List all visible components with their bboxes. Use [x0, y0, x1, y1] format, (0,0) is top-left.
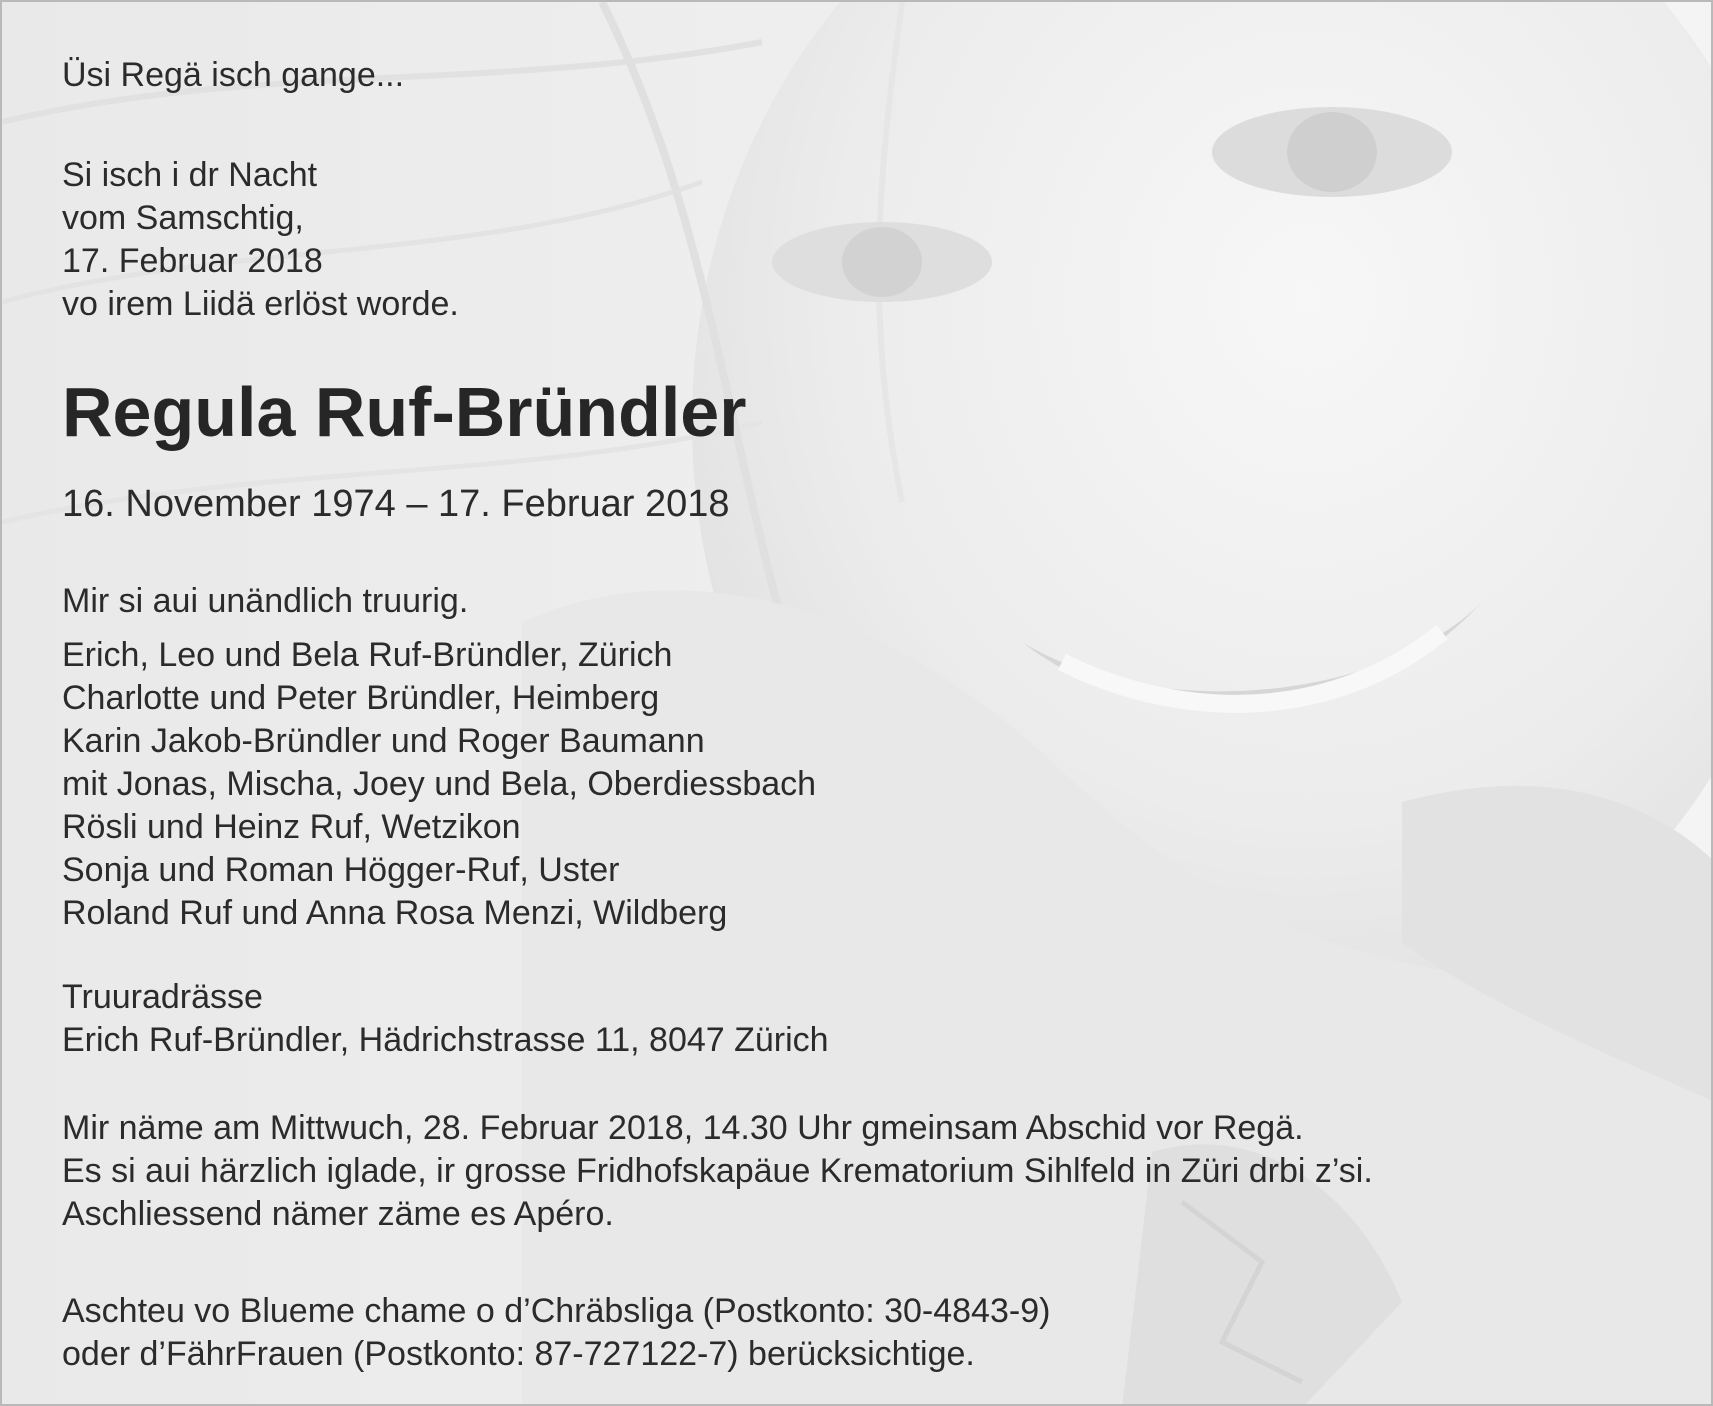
- death-line: vo irem Liidä erlöst worde.: [62, 285, 459, 323]
- mourning-address: [62, 976, 829, 1062]
- family-member: Charlotte und Peter Bründler, Heimberg: [62, 679, 660, 717]
- donation-info: [62, 1290, 1050, 1376]
- donation-line: Aschteu vo Blueme chame o d’Chräbsliga (Postkonto: 30-4843-9): [62, 1292, 1051, 1330]
- life-dates: 16. November 1974 – 17. Februar 2018: [62, 483, 730, 525]
- family-member: Rösli und Heinz Ruf, Wetzikon: [62, 808, 521, 846]
- family-member: Roland Ruf und Anna Rosa Menzi, Wildberg: [62, 894, 728, 932]
- family-member: Erich, Leo und Bela Ruf-Bründler, Zürich: [62, 636, 673, 674]
- sorrow-line: Mir si aui unändlich truurig.: [62, 582, 469, 620]
- family-list: [62, 634, 816, 935]
- donation-line: oder d’FährFrauen (Postkonto: 87-727122-7) berücksichtige.: [62, 1335, 975, 1373]
- address-label: Truuradrässe: [62, 978, 263, 1016]
- death-line: 17. Februar 2018: [62, 242, 323, 280]
- ceremony-line: Mir näme am Mittwuch, 28. Februar 2018, 14.30 Uhr gmeinsam Abschid vor Regä.: [62, 1109, 1304, 1147]
- death-line: vom Samschtig,: [62, 199, 304, 237]
- address-value: Erich Ruf-Bründler, Hädrichstrasse 11, 8047 Zürich: [62, 1021, 829, 1059]
- death-line: Si isch i dr Nacht: [62, 156, 318, 194]
- ceremony-line: Es si aui härzlich iglade, ir grosse Fridhofskapäue Krematorium Sihlfeld in Züri drbi z’si.: [62, 1152, 1373, 1190]
- family-member: mit Jonas, Mischa, Joey und Bela, Oberdiessbach: [62, 765, 817, 803]
- deceased-name: Regula Ruf-Bründler: [62, 373, 747, 451]
- family-member: Karin Jakob-Bründler und Roger Baumann: [62, 722, 705, 760]
- death-announcement: [62, 154, 459, 326]
- ceremony-info: [62, 1107, 1373, 1236]
- ceremony-line: Aschliessend nämer zäme es Apéro.: [62, 1195, 614, 1233]
- family-member: Sonja und Roman Högger-Ruf, Uster: [62, 851, 620, 889]
- intro-line: Üsi Regä isch gange...: [62, 56, 405, 94]
